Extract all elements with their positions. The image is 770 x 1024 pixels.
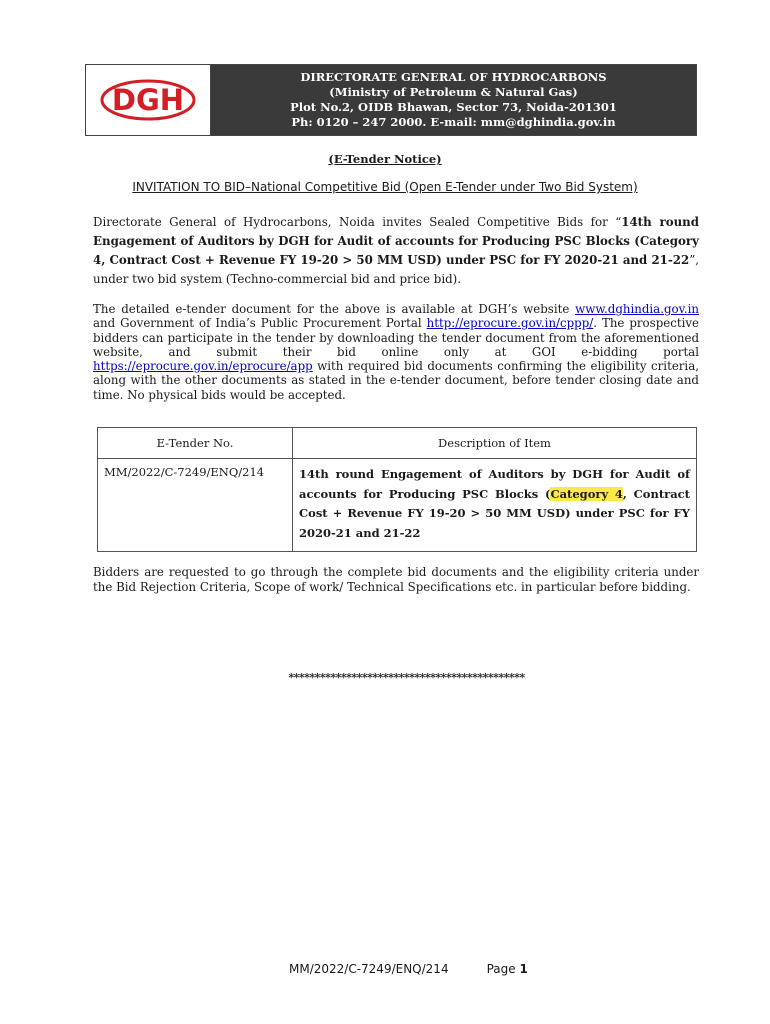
eprocure-app-link[interactable]: https://eprocure.gov.in/eprocure/app [93,359,313,374]
tender-number-cell: MM/2022/C-7249/ENQ/214 [98,459,293,552]
footer-reference: MM/2022/C-7249/ENQ/214 [289,962,449,976]
table-row [98,459,697,552]
para2-text-1: The detailed e-tender document for the above is available at DGH’s website [93,302,576,316]
table-header-row [98,428,697,459]
para1-outro: ”, under two bid system (Techno-commercial bid and price bid). [93,253,699,286]
separator-stars: ********************************************* [288,671,525,684]
item-description-cell [293,459,697,552]
notice-title: (E-Tender Notice) [328,152,442,166]
col-header-description: Description of Item [293,428,697,459]
desc-post: , Contract Cost + Revenue FY 19-20 > 50 MM USD) under PSC for FY 2020-21 and 21-22 [299,486,690,540]
para1-intro: Directorate General of Hydrocarbons, Noida invites Sealed Competitive Bids for “ [93,215,622,229]
bidders-note: Bidders are requested to go through the complete bid documents and the eligibility criteria under the Bid Rejection Criteria, Scope of work/ Technical Specifications etc. in particular before bidding. [93,565,699,594]
invitation-paragraph [93,213,699,289]
org-name: DIRECTORATE GENERAL OF HYDROCARBONS [300,70,607,84]
tender-table [97,427,697,552]
dgh-logo [86,65,211,135]
desc-pre: 14th round Engagement of Auditors by DGH for Audit of accounts for Producing PSC Blocks ( [299,467,690,501]
letterhead [85,64,697,136]
page-label: Page [486,962,520,976]
invitation-heading: INVITATION TO BID–National Competitive Bid (Open E-Tender under Two Bid System) [132,180,638,194]
cppp-portal-link[interactable]: http://eprocure.gov.in/cppp/ [426,316,594,331]
ministry-name: (Ministry of Petroleum & Natural Gas) [329,85,578,99]
highlighted-category: Category 4 [550,486,623,501]
logo-text: DGH [111,83,185,117]
dgh-logo-icon [100,79,196,121]
page-number: 1 [519,962,528,976]
org-contact: Ph: 0120 – 247 2000. E-mail: mm@dghindia.gov.in [291,115,616,129]
availability-paragraph [93,302,699,402]
org-address: Plot No.2, OIDB Bhawan, Sector 73, Noida-201301 [290,100,617,114]
letterhead-text [211,65,696,135]
tender-subject: 14th round Engagement of Auditors by DGH for Audit of accounts for Producing PSC Blocks (Category 4, Contract Cost + Revenue FY 19-20 > 50 MM USD) under PSC for FY 2020-21 and 21-22 [93,215,699,267]
para2-text-2: and Government of India’s Public Procurement Portal [93,316,427,331]
dgh-website-link[interactable]: www.dghindia.gov.in [575,302,699,316]
page-footer [289,962,528,976]
para2-text-3: . The prospective bidders can participate in the tender by downloading the tender document from the aforementioned website, and submit their bid online only at GOI e-bidding portal [93,316,700,359]
para2-text-4: with required bid documents confirming the eligibility criteria, along with the other documents as stated in the e-tender document, before tender closing date and time. No physical bids would be accepted. [93,359,699,402]
col-header-tender-no: E-Tender No. [98,428,293,459]
